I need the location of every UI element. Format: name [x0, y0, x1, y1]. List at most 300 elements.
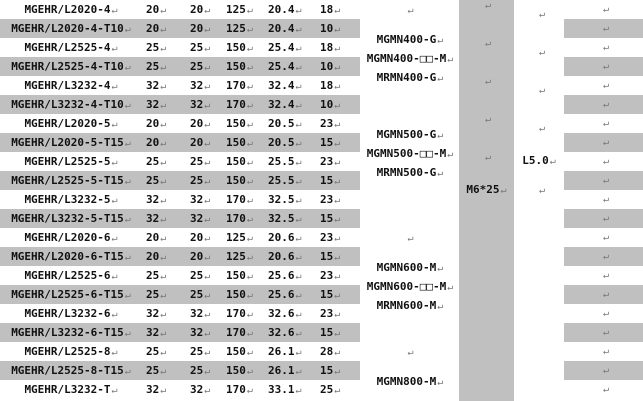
return-mark: ↵ — [484, 152, 492, 163]
length-cell — [226, 114, 253, 133]
dim-a-cell-text: 32 — [146, 307, 160, 320]
dim-a-cell — [146, 76, 166, 95]
offset-cell-text: 20.6 — [268, 250, 295, 263]
return-mark: ↵ — [246, 5, 253, 16]
dim-a-cell-text: 20 — [146, 231, 160, 244]
offset-cell-text: 32.4 — [268, 79, 295, 92]
return-mark: ↵ — [334, 385, 341, 396]
return-mark: ↵ — [437, 377, 444, 388]
return-mark: ↵ — [334, 43, 341, 54]
offset-cell-text: 20.5 — [268, 117, 295, 130]
model-cell-text: MGEHR/L2020-6-T15 — [11, 250, 124, 263]
model-cell-text: MGEHR/L2020-6 — [24, 231, 111, 244]
return-mark: ↵ — [295, 195, 302, 206]
offset-cell-text: 25.4 — [268, 41, 295, 54]
offset-cell-text: 32.6 — [268, 326, 295, 339]
model-cell — [6, 152, 136, 171]
return-mark: ↵ — [295, 81, 302, 92]
table-row — [0, 38, 360, 57]
return-mark: ↵ — [160, 5, 167, 16]
return-mark: ↵ — [204, 252, 211, 263]
return-mark: ↵ — [204, 176, 211, 187]
return-mark: ↵ — [246, 347, 253, 358]
model-cell — [6, 190, 136, 209]
return-mark: ↵ — [246, 309, 253, 320]
dim-a-cell — [146, 323, 166, 342]
dim-a-cell-text: 20 — [146, 136, 160, 149]
height-cell — [320, 152, 340, 171]
dim-b-cell — [190, 190, 210, 209]
model-cell — [6, 19, 136, 38]
offset-cell — [268, 380, 302, 399]
height-cell-text: 10 — [320, 98, 334, 111]
height-cell — [320, 361, 340, 380]
model-cell-text: MGEHR/L2020-5-T15 — [11, 136, 124, 149]
return-mark: ↵ — [124, 366, 131, 377]
return-mark: ↵ — [160, 157, 167, 168]
return-mark: ↵ — [295, 214, 302, 225]
length-cell — [226, 57, 253, 76]
height-cell — [320, 247, 340, 266]
return-mark: ↵ — [124, 100, 131, 111]
last-column-cell — [564, 380, 643, 399]
dim-b-cell — [190, 285, 210, 304]
dim-a-cell-text: 32 — [146, 212, 160, 225]
dim-a-cell — [146, 361, 166, 380]
return-mark: ↵ — [295, 347, 302, 358]
return-mark: ↵ — [602, 346, 610, 357]
offset-cell-text: 25.4 — [268, 60, 295, 73]
return-mark: ↵ — [334, 271, 341, 282]
return-mark: ↵ — [204, 309, 211, 320]
last-column-cell — [564, 95, 643, 114]
height-cell — [320, 266, 340, 285]
dim-a-cell — [146, 209, 166, 228]
offset-cell — [268, 0, 302, 19]
length-cell-text: 170 — [226, 79, 246, 92]
return-mark: ↵ — [246, 119, 253, 130]
return-mark: ↵ — [602, 384, 610, 395]
return-mark: ↵ — [246, 100, 253, 111]
return-mark: ↵ — [124, 252, 131, 263]
table-row — [0, 114, 360, 133]
return-mark: ↵ — [160, 24, 167, 35]
return-mark: ↵ — [437, 301, 444, 312]
dim-b-cell — [190, 114, 210, 133]
dim-a-cell-text: 32 — [146, 193, 160, 206]
length-cell — [226, 323, 253, 342]
return-mark: ↵ — [204, 328, 211, 339]
dim-a-cell-text: 25 — [146, 174, 160, 187]
return-mark: ↵ — [111, 119, 118, 130]
length-cell-text: 125 — [226, 250, 246, 263]
return-mark: ↵ — [295, 385, 302, 396]
dim-a-cell-text: 25 — [146, 60, 160, 73]
dim-b-cell-text: 20 — [190, 117, 204, 130]
table-row — [0, 304, 360, 323]
return-mark: ↵ — [334, 157, 341, 168]
return-mark: ↵ — [295, 252, 302, 263]
return-mark: ↵ — [160, 195, 167, 206]
length-cell-text: 150 — [226, 174, 246, 187]
model-cell — [6, 361, 136, 380]
dim-a-cell — [146, 342, 166, 361]
dim-b-cell-text: 25 — [190, 288, 204, 301]
return-mark: ↵ — [334, 328, 341, 339]
dim-a-cell-text: 32 — [146, 326, 160, 339]
insert-model-text: MGMN400-□□-M — [366, 52, 447, 65]
offset-cell — [268, 190, 302, 209]
insert-model — [362, 49, 458, 68]
return-mark: ↵ — [295, 366, 302, 377]
model-cell-text: MGEHR/L2020-5 — [24, 117, 111, 130]
return-mark: ↵ — [246, 233, 253, 244]
table-row — [0, 190, 360, 209]
dim-b-cell — [190, 38, 210, 57]
table-row — [0, 285, 360, 304]
return-mark: ↵ — [602, 42, 610, 53]
insert-model — [362, 277, 458, 296]
offset-cell — [268, 38, 302, 57]
length-cell — [226, 133, 253, 152]
length-cell — [226, 380, 253, 399]
model-cell-text: MGEHR/L2525-8 — [24, 345, 111, 358]
height-cell-text: 15 — [320, 212, 334, 225]
offset-cell — [268, 361, 302, 380]
return-mark: ↵ — [602, 137, 610, 148]
model-cell — [6, 57, 136, 76]
length-cell — [226, 228, 253, 247]
dim-a-cell — [146, 114, 166, 133]
dim-a-cell — [146, 285, 166, 304]
dim-b-cell-text: 32 — [190, 193, 204, 206]
model-cell — [6, 228, 136, 247]
height-cell — [320, 342, 340, 361]
offset-cell-text: 32.5 — [268, 193, 295, 206]
insert-model — [362, 163, 458, 182]
return-mark: ↵ — [124, 290, 131, 301]
return-mark: ↵ — [334, 214, 341, 225]
return-mark: ↵ — [602, 251, 610, 262]
dim-b-cell-text: 25 — [190, 345, 204, 358]
return-mark: ↵ — [124, 214, 131, 225]
insert-model — [362, 342, 458, 361]
model-cell-text: MGEHR/L2525-5-T15 — [11, 174, 124, 187]
return-mark: ↵ — [602, 327, 610, 338]
insert-model-text: MGMN600-M — [376, 261, 437, 274]
insert-model — [362, 68, 458, 87]
return-mark: ↵ — [160, 100, 167, 111]
offset-cell-text: 32.6 — [268, 307, 295, 320]
height-cell — [320, 76, 340, 95]
offset-cell-text: 32.4 — [268, 98, 295, 111]
height-cell-text: 10 — [320, 22, 334, 35]
model-cell — [6, 380, 136, 399]
length-cell — [226, 38, 253, 57]
return-mark: ↵ — [160, 252, 167, 263]
table-row — [0, 133, 360, 152]
return-mark: ↵ — [111, 195, 118, 206]
offset-cell-text: 25.6 — [268, 288, 295, 301]
height-cell-text: 15 — [320, 288, 334, 301]
return-mark: ↵ — [437, 130, 444, 141]
dim-b-cell — [190, 152, 210, 171]
offset-cell-text: 26.1 — [268, 345, 295, 358]
last-column-cell — [564, 152, 643, 171]
return-mark: ↵ — [246, 195, 253, 206]
key-spec: L5.0↵ — [522, 154, 556, 167]
height-cell — [320, 285, 340, 304]
offset-cell — [268, 266, 302, 285]
model-cell — [6, 323, 136, 342]
return-mark: ↵ — [295, 271, 302, 282]
insert-model-text: MGMN400-G — [376, 33, 437, 46]
return-mark: ↵ — [160, 138, 167, 149]
return-mark: ↵ — [602, 270, 610, 281]
return-mark: ↵ — [295, 100, 302, 111]
height-cell-text: 28 — [320, 345, 334, 358]
dim-b-cell — [190, 228, 210, 247]
return-mark: ↵ — [602, 175, 610, 186]
insert-model-text: MGMN600-□□-M — [366, 280, 447, 293]
model-cell-text: MGEHR/L2525-6-T15 — [11, 288, 124, 301]
return-mark: ↵ — [160, 81, 167, 92]
height-cell-text: 18 — [320, 79, 334, 92]
length-cell — [226, 0, 253, 19]
dim-b-cell-text: 20 — [190, 250, 204, 263]
return-mark: ↵ — [124, 176, 131, 187]
length-cell-text: 170 — [226, 326, 246, 339]
length-cell-text: 125 — [226, 3, 246, 16]
length-cell — [226, 152, 253, 171]
return-mark: ↵ — [160, 176, 167, 187]
dim-a-cell — [146, 190, 166, 209]
dim-b-cell — [190, 0, 210, 19]
offset-cell-text: 20.6 — [268, 231, 295, 244]
insert-model-text: MGMN500-G — [376, 128, 437, 141]
insert-model-text: MRMN600-M — [376, 299, 437, 312]
dim-a-cell-text: 20 — [146, 117, 160, 130]
return-mark: ↵ — [204, 385, 211, 396]
height-cell-text: 23 — [320, 193, 334, 206]
model-cell-text: MGEHR/L2525-8-T15 — [11, 364, 124, 377]
length-cell — [226, 342, 253, 361]
return-mark: ↵ — [111, 309, 118, 320]
return-mark: ↵ — [204, 24, 211, 35]
dim-a-cell-text: 32 — [146, 79, 160, 92]
return-mark: ↵ — [124, 138, 131, 149]
return-mark: ↵ — [204, 81, 211, 92]
dim-b-cell — [190, 247, 210, 266]
insert-model-text: MGMN800-M — [376, 375, 437, 388]
return-mark: ↵ — [246, 176, 253, 187]
model-cell — [6, 285, 136, 304]
return-mark: ↵ — [484, 114, 492, 125]
offset-cell — [268, 152, 302, 171]
return-mark: ↵ — [160, 328, 167, 339]
return-mark: ↵ — [204, 119, 211, 130]
dim-b-cell — [190, 133, 210, 152]
dim-a-cell-text: 20 — [146, 250, 160, 263]
last-column-cell — [564, 190, 643, 209]
return-mark: ↵ — [160, 347, 167, 358]
model-cell-text: MGEHR/L3232-T — [24, 383, 111, 396]
last-column-cell — [564, 19, 643, 38]
insert-model-text: MRMN400-G — [376, 71, 437, 84]
return-mark: ↵ — [204, 347, 211, 358]
screw-spec: M6*25↵ — [466, 183, 507, 196]
return-mark: ↵ — [334, 366, 341, 377]
table-row — [0, 247, 360, 266]
return-mark: ↵ — [602, 232, 610, 243]
return-mark: ↵ — [484, 76, 492, 87]
length-cell-text: 150 — [226, 60, 246, 73]
model-cell-text: MGEHR/L2525-4 — [24, 41, 111, 54]
return-mark: ↵ — [407, 5, 414, 16]
model-cell-text: MGEHR/L3232-4 — [24, 79, 111, 92]
return-mark: ↵ — [160, 43, 167, 54]
insert-model — [362, 144, 458, 163]
return-mark: ↵ — [124, 24, 131, 35]
return-mark: ↵ — [602, 118, 610, 129]
return-mark: ↵ — [602, 308, 610, 319]
return-mark: ↵ — [124, 62, 131, 73]
return-mark: ↵ — [204, 5, 211, 16]
table-row — [0, 76, 360, 95]
dim-b-cell — [190, 342, 210, 361]
dim-b-cell — [190, 19, 210, 38]
height-cell — [320, 133, 340, 152]
dim-a-cell — [146, 38, 166, 57]
dim-b-cell-text: 20 — [190, 22, 204, 35]
return-mark: ↵ — [295, 176, 302, 187]
height-cell — [320, 190, 340, 209]
offset-cell-text: 20.4 — [268, 3, 295, 16]
return-mark: ↵ — [602, 61, 610, 72]
offset-cell — [268, 57, 302, 76]
model-cell — [6, 247, 136, 266]
return-mark: ↵ — [538, 47, 546, 58]
dim-a-cell — [146, 95, 166, 114]
model-cell-text: MGEHR/L3232-5 — [24, 193, 111, 206]
model-cell-text: MGEHR/L3232-6 — [24, 307, 111, 320]
dim-a-cell — [146, 380, 166, 399]
length-cell-text: 150 — [226, 117, 246, 130]
return-mark: ↵ — [160, 62, 167, 73]
return-mark: ↵ — [204, 100, 211, 111]
last-column-cell — [564, 57, 643, 76]
return-mark: ↵ — [602, 99, 610, 110]
return-mark: ↵ — [246, 214, 253, 225]
return-mark: ↵ — [111, 271, 118, 282]
model-cell-text: MGEHR/L2525-6 — [24, 269, 111, 282]
return-mark: ↵ — [204, 271, 211, 282]
last-column-cell — [564, 228, 643, 247]
offset-cell-text: 26.1 — [268, 364, 295, 377]
model-cell — [6, 95, 136, 114]
dim-b-cell-text: 20 — [190, 136, 204, 149]
dim-b-cell — [190, 380, 210, 399]
offset-cell — [268, 209, 302, 228]
offset-cell — [268, 342, 302, 361]
return-mark: ↵ — [484, 38, 492, 49]
return-mark: ↵ — [160, 290, 167, 301]
return-mark: ↵ — [295, 5, 302, 16]
return-mark: ↵ — [407, 347, 414, 358]
dim-a-cell — [146, 152, 166, 171]
dim-b-cell — [190, 76, 210, 95]
return-mark: ↵ — [334, 24, 341, 35]
length-cell-text: 125 — [226, 22, 246, 35]
dim-b-cell-text: 25 — [190, 155, 204, 168]
height-cell — [320, 304, 340, 323]
model-cell — [6, 76, 136, 95]
length-cell — [226, 266, 253, 285]
length-cell — [226, 361, 253, 380]
return-mark: ↵ — [295, 24, 302, 35]
length-cell-text: 150 — [226, 155, 246, 168]
return-mark: ↵ — [447, 54, 454, 65]
dim-a-cell-text: 25 — [146, 41, 160, 54]
dim-b-cell-text: 25 — [190, 60, 204, 73]
dim-b-cell-text: 20 — [190, 3, 204, 16]
return-mark: ↵ — [246, 385, 253, 396]
length-cell-text: 150 — [226, 269, 246, 282]
dim-a-cell-text: 25 — [146, 155, 160, 168]
insert-model — [362, 296, 458, 315]
dim-b-cell-text: 25 — [190, 41, 204, 54]
length-cell — [226, 209, 253, 228]
dim-a-cell-text: 25 — [146, 364, 160, 377]
height-cell — [320, 209, 340, 228]
return-mark: ↵ — [334, 138, 341, 149]
return-mark: ↵ — [295, 62, 302, 73]
dim-a-cell-text: 25 — [146, 288, 160, 301]
height-cell-text: 10 — [320, 60, 334, 73]
return-mark: ↵ — [160, 309, 167, 320]
offset-cell — [268, 133, 302, 152]
return-mark: ↵ — [437, 168, 444, 179]
height-cell — [320, 171, 340, 190]
height-cell-text: 25 — [320, 383, 334, 396]
length-cell — [226, 304, 253, 323]
return-mark: ↵ — [602, 365, 610, 376]
offset-cell — [268, 285, 302, 304]
dim-b-cell-text: 32 — [190, 307, 204, 320]
return-mark: ↵ — [204, 62, 211, 73]
height-cell — [320, 38, 340, 57]
height-cell-text: 15 — [320, 326, 334, 339]
return-mark: ↵ — [204, 43, 211, 54]
return-mark: ↵ — [111, 233, 118, 244]
dim-b-cell — [190, 304, 210, 323]
length-cell-text: 170 — [226, 193, 246, 206]
offset-cell — [268, 171, 302, 190]
offset-cell-text: 33.1 — [268, 383, 295, 396]
height-cell-text: 15 — [320, 174, 334, 187]
dim-b-cell-text: 32 — [190, 98, 204, 111]
return-mark: ↵ — [246, 328, 253, 339]
return-mark: ↵ — [295, 328, 302, 339]
height-cell-text: 15 — [320, 250, 334, 263]
last-column-cell — [564, 38, 643, 57]
return-mark: ↵ — [124, 328, 131, 339]
offset-cell-text: 20.5 — [268, 136, 295, 149]
screw-column — [459, 0, 514, 401]
return-mark: ↵ — [160, 233, 167, 244]
return-mark: ↵ — [407, 233, 414, 244]
height-cell — [320, 0, 340, 19]
